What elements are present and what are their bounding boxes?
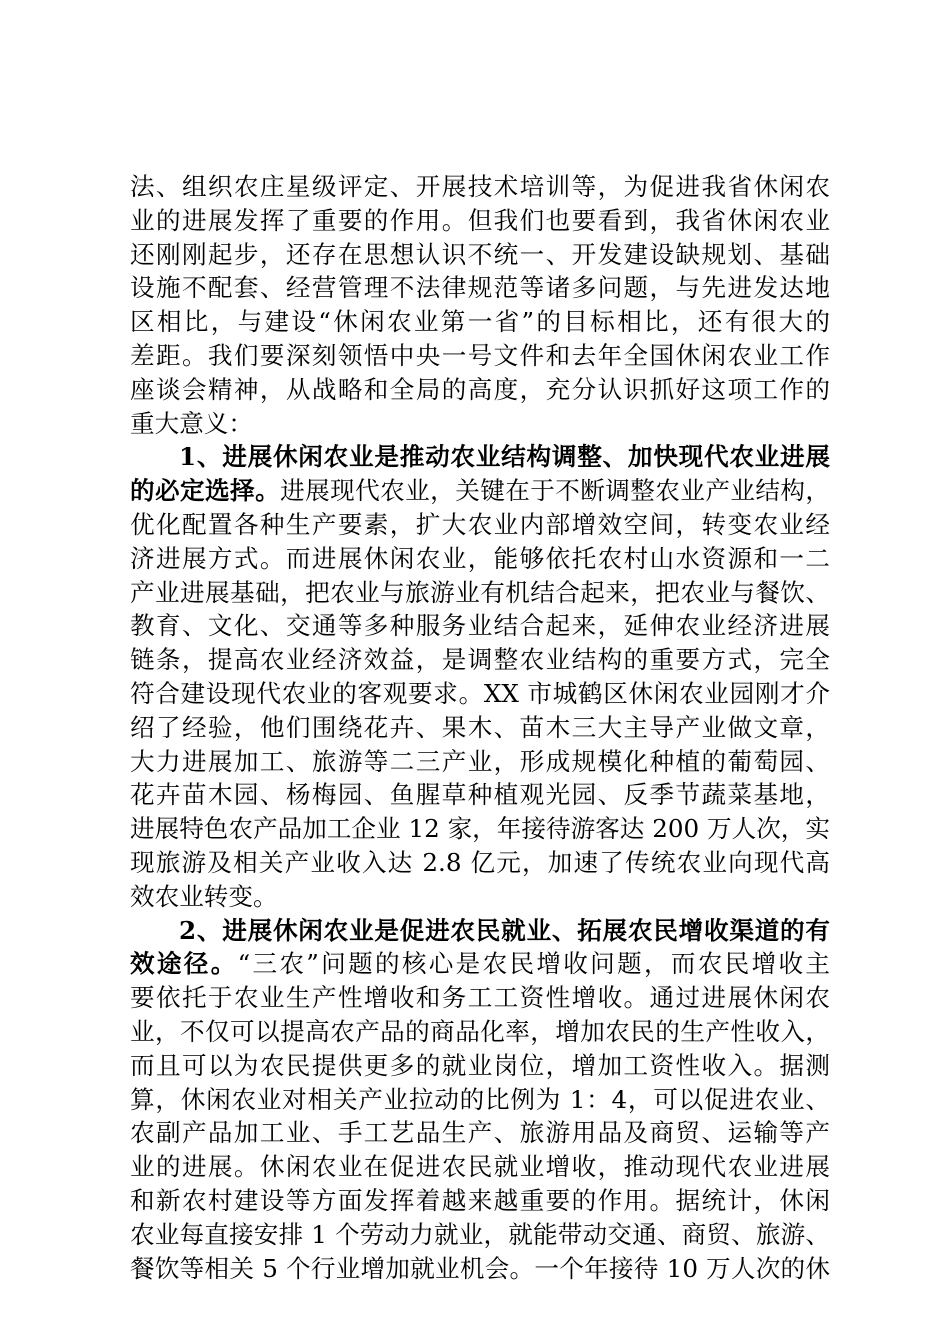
text-line: 座谈会精神，从战略和全局的高度，充分认识抓好这项工作的 [130,374,830,404]
text-line: 设施不配套、经营管理不法律规范等诸多问题，与先进发达地 [130,273,830,303]
section-1-paragraph [130,440,830,913]
text-line: 要依托于农业生产性增收和务工工资性增收。通过进展休闲农 [130,983,830,1013]
section-2-paragraph [130,914,830,1286]
text-line: 绍了经验，他们围绕花卉、果木、苗木三大主导产业做文章， [130,712,830,742]
text-span: “三农”问题的核心是农民增收问题，而农民增收主 [237,949,830,979]
text-line: 现旅游及相关产业收入达 2.8 亿元，加速了传统农业向现代高 [130,847,830,877]
text-line [130,947,830,981]
text-line: 大力进展加工、旅游等二三产业，形成规模化种植的葡萄园、 [130,746,830,776]
text-line [130,474,830,508]
intro-paragraph [130,170,830,440]
document-page [130,170,830,1285]
text-line: 链条，提高农业经济效益，是调整农业结构的重要方式，完全 [130,645,830,675]
text-line: 算，休闲农业对相关产业拉动的比例为 1：4，可以促进农业、 [130,1084,830,1114]
text-line: 农业每直接安排 1 个劳动力就业，就能带动交通、商贸、旅游、 [130,1219,830,1249]
text-line: 餐饮等相关 5 个行业增加就业机会。一个年接待 10 万人次的休 [130,1253,830,1283]
text-line: 业的进展发挥了重要的作用。但我们也要看到，我省休闲农业 [130,205,830,235]
text-line: 优化配置各种生产要素，扩大农业内部增效空间，转变农业经 [130,509,830,539]
text-line: 和新农村建设等方面发挥着越来越重要的作用。据统计，休闲 [130,1185,830,1215]
text-line: 重大意义： [130,408,253,438]
text-line: 业的进展。休闲农业在促进农民就业增收，推动现代农业进展 [130,1152,830,1182]
text-line: 济进展方式。而进展休闲农业，能够依托农村山水资源和一二 [130,543,830,573]
text-line: 业，不仅可以提高农产品的商品化率，增加农民的生产性收入， [130,1016,830,1046]
text-line: 效农业转变。 [130,881,278,911]
text-line: 教育、文化、交通等多种服务业结合起来，延伸农业经济进展 [130,611,830,641]
text-line: 法、组织农庄星级评定、开展技术培训等，为促进我省休闲农 [130,172,830,201]
text-line: 产业进展基础，把农业与旅游业有机结合起来，把农业与餐饮、 [130,577,830,607]
text-line: 区相比，与建设“休闲农业第一省”的目标相比，还有很大的 [130,307,830,337]
text-line: 差距。我们要深刻领悟中央一号文件和去年全国休闲农业工作 [130,340,830,370]
text-line: 符合建设现代农业的客观要求。XX 市城鹤区休闲农业园刚才介 [130,678,830,708]
section-1-heading: 1、进展休闲农业是推动农业结构调整、加快现代农业进展 [179,442,830,472]
text-line: 进展特色农产品加工企业 12 家，年接待游客达 200 万人次，实 [130,814,830,844]
text-line: 花卉苗木园、杨梅园、鱼腥草种植观光园、反季节蔬菜基地， [130,780,830,810]
text-line: 还刚刚起步，还存在思想认识不统一、开发建设缺规划、基础 [130,239,830,269]
text-line: 而且可以为农民提供更多的就业岗位，增加工资性收入。据测 [130,1050,830,1080]
section-2-heading: 2、进展休闲农业是促进农民就业、拓展农民增收渠道的有 [179,915,830,945]
text-span: 进展现代农业，关键在于不断调整农业产业结构， [280,476,830,506]
section-2-heading-end: 效途径。 [130,949,238,979]
section-1-heading-end: 的必定选择。 [130,476,281,506]
text-line: 农副产品加工业、手工艺品生产、旅游用品及商贸、运输等产 [130,1118,830,1148]
